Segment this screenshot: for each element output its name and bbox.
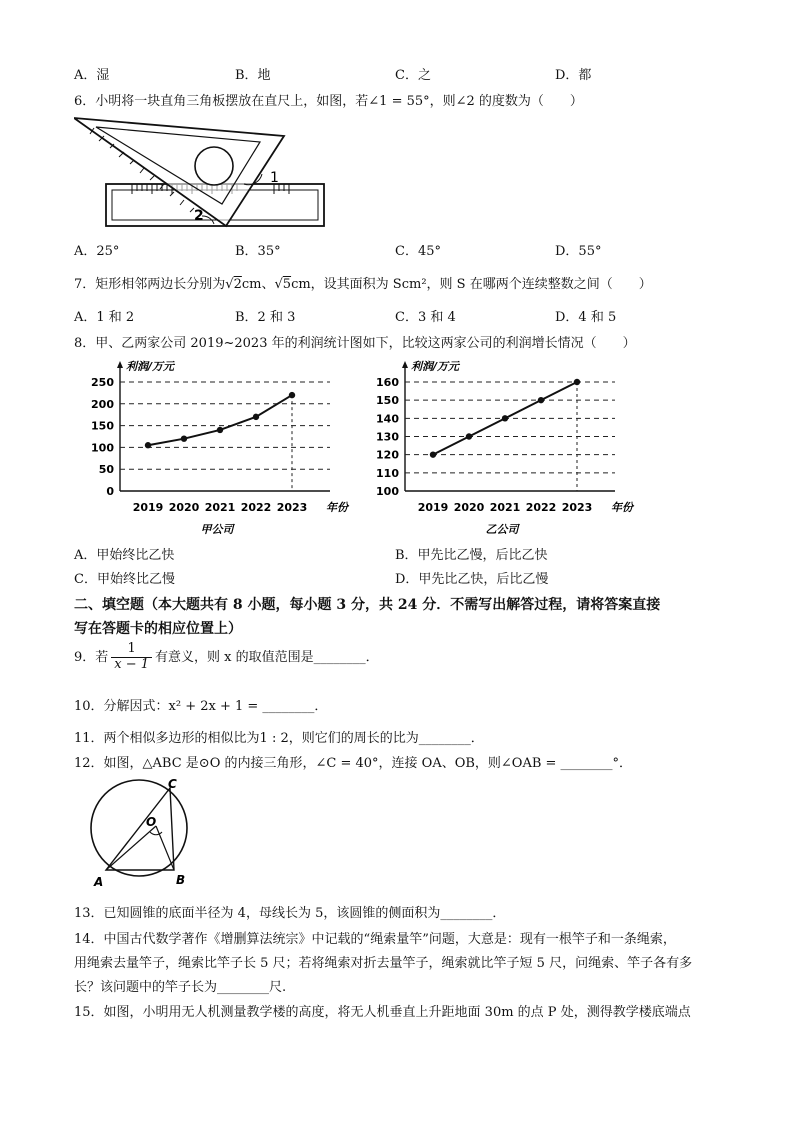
q11-stem: 11．两个相似多边形的相似比为1 : 2，则它们的周长的比为________． <box>74 731 484 746</box>
q7-option-a: A．1 和 2 <box>74 310 135 325</box>
q5-option-a: A．湿 <box>74 68 110 83</box>
angle-1-label: 1 <box>270 170 279 186</box>
q9-prefix: 9．若 <box>74 649 109 665</box>
jia-ytick-label: 100 <box>91 441 114 455</box>
angle-aob-arc <box>150 832 162 835</box>
q6-option-b: B．35° <box>235 244 281 259</box>
q13-stem: 13．已知圆锥的底面半径为 4，母线长为 5，该圆锥的侧面积为________． <box>74 906 506 921</box>
yi-xtick-label: 2019 <box>417 501 449 514</box>
q12-stem: 12．如图，△ABC 是⊙O 的内接三角形，∠C = 40°，连接 OA、OB，则∠OAB = ________°． <box>74 756 633 771</box>
yi-xlabel: 年份 <box>611 501 633 514</box>
q7-sqrt-5: √5 <box>274 277 292 292</box>
yi-xtick-label: 2020 <box>453 501 485 514</box>
q9-suffix: 有意义，则 x 的取值范围是________． <box>155 649 379 665</box>
jia-ytick-label: 0 <box>106 485 114 498</box>
jia-y-arrow <box>117 361 123 368</box>
q9-fraction <box>111 642 152 673</box>
jia-ylabel: 利润/万元 <box>126 360 175 373</box>
set-square-hole <box>195 147 233 185</box>
q7-prefix: 7．矩形相邻两边长分别为 <box>74 277 226 292</box>
q8-option-c: C．甲始终比乙慢 <box>74 572 175 587</box>
angle-2-label: 2 <box>194 208 204 224</box>
q14-line3: 长？该问题中的竿子长为________尺. <box>74 980 287 995</box>
q7-option-c: C．3 和 4 <box>395 310 456 325</box>
label-b: B <box>176 873 186 887</box>
yi-ytick-label: 110 <box>376 466 399 480</box>
q10-stem: 10．分解因式：x² + 2x + 1 = ________． <box>74 699 328 714</box>
q7-option-b: B．2 和 3 <box>235 310 296 325</box>
q7-unit-2: cm <box>291 277 311 292</box>
q6-option-c: C．45° <box>395 244 441 259</box>
q14-line1: 14．中国古代数学著作《增删算法统宗》中记载的“绳索量竿”问题，大意是：现有一根竿子和一条绳索， <box>74 932 676 947</box>
q5-option-c: C．之 <box>395 68 431 83</box>
chart-yi <box>365 356 655 546</box>
q8-option-b: B．甲先比乙慢，后比乙快 <box>395 548 548 563</box>
jia-xtick-label: 2023 <box>276 501 308 514</box>
q9-stem <box>74 642 379 673</box>
jia-xlabel: 年份 <box>326 501 348 514</box>
q8-stem: 8．甲、乙两家公司 2019~2023 年的利润统计图如下，比较这两家公司的利润增长情况（ ） <box>74 336 636 351</box>
yi-ytick-label: 100 <box>376 485 399 498</box>
q6-stem: 6．小明将一块直角三角板摆放在直尺上，如图，若∠1 = 55°，则∠2 的度数为（ ） <box>74 94 583 109</box>
yi-xtick-label: 2022 <box>525 501 557 514</box>
jia-xtick-label: 2020 <box>168 501 200 514</box>
q8-option-a: A．甲始终比乙快 <box>74 548 175 563</box>
yi-data-point <box>502 415 508 421</box>
yi-ytick-label: 160 <box>376 376 399 389</box>
yi-xtick-label: 2023 <box>561 501 593 514</box>
q6-figure-ruler-triangle <box>74 114 334 230</box>
jia-series-line <box>148 395 292 445</box>
q12-circle-figure <box>84 776 204 891</box>
section2-heading-line1: 二、填空题（本大题共有 8 小题，每小题 3 分，共 24 分．不需写出解答过程，请将答案直接 <box>74 597 661 613</box>
yi-ytick-label: 140 <box>376 412 399 426</box>
q7-stem <box>74 273 652 292</box>
yi-ytick-label: 150 <box>376 394 399 408</box>
yi-ytick-label: 120 <box>376 448 399 462</box>
jia-ytick-label: 200 <box>91 397 114 411</box>
jia-xtick-label: 2019 <box>132 501 164 514</box>
q6-option-d: D．55° <box>555 244 602 259</box>
section2-heading-line2: 写在答题卡的相应位置上） <box>74 621 242 637</box>
q8-option-d: D．甲先比乙快，后比乙慢 <box>395 572 549 587</box>
jia-data-point <box>253 414 259 420</box>
label-a: A <box>94 875 104 889</box>
yi-ylabel: 利润/万元 <box>411 360 460 373</box>
jia-data-point <box>289 392 295 398</box>
yi-caption: 乙公司 <box>485 523 519 536</box>
q15-line1: 15．如图，小明用无人机测量教学楼的高度，将无人机垂直上升距地面 30m 的点 P 处，测得教学楼底端点 <box>74 1005 691 1020</box>
yi-data-point <box>466 433 472 439</box>
jia-caption: 甲公司 <box>200 523 234 536</box>
jia-data-point <box>145 442 151 448</box>
jia-data-point <box>181 435 187 441</box>
jia-ytick-label: 150 <box>91 419 114 433</box>
jia-ytick-label: 250 <box>91 376 114 389</box>
segment-ob <box>156 826 174 870</box>
yi-ytick-label: 130 <box>376 430 399 444</box>
yi-xtick-label: 2021 <box>489 501 521 514</box>
yi-data-point <box>574 379 580 385</box>
jia-ytick-label: 50 <box>98 463 114 477</box>
label-c: C <box>168 777 177 791</box>
yi-data-point <box>538 397 544 403</box>
chart-jia <box>80 356 370 546</box>
q7-sqrt-2: √2 <box>225 277 242 292</box>
q6-option-a: A．25° <box>74 244 120 259</box>
q9-denominator: x − 1 <box>114 656 150 672</box>
q7-option-d: D．4 和 5 <box>555 310 617 325</box>
jia-xtick-label: 2021 <box>204 501 236 514</box>
yi-data-point <box>430 451 436 457</box>
q7-suffix: ，设其面积为 Scm²，则 S 在哪两个连续整数之间（ ） <box>310 277 652 292</box>
q14-line2: 用绳索去量竿子，绳索比竿子长 5 尺；若将绳索对折去量竿子，绳索就比竿子短 5 尺，问绳索、竿子各有多 <box>74 956 693 971</box>
q5-option-d: D．都 <box>555 68 592 83</box>
q7-sep: 、 <box>261 277 275 292</box>
q5-option-b: B．地 <box>235 68 271 83</box>
triangle-abc <box>106 788 174 870</box>
segment-oa <box>106 826 156 870</box>
yi-y-arrow <box>402 361 408 368</box>
q7-unit-1: cm <box>241 277 262 292</box>
jia-data-point <box>217 427 223 433</box>
label-o: O <box>146 815 157 829</box>
jia-xtick-label: 2022 <box>240 501 272 514</box>
q9-numerator: 1 <box>111 642 152 658</box>
